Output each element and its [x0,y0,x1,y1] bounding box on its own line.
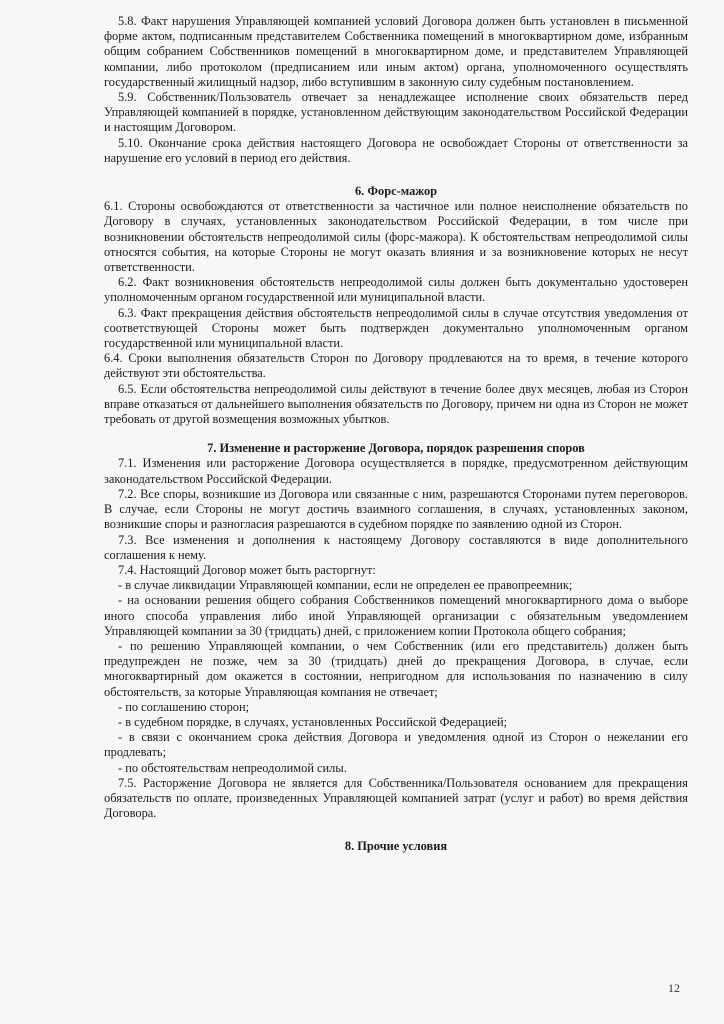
clause-6-4: 6.4. Сроки выполнения обязательств Сторон по Договору продлеваются на то время, в течение которого действуют эти обстоятельства. [104,351,688,381]
page-number: 12 [668,981,680,995]
clause-6-3: 6.3. Факт прекращения действия обстоятельств непреодолимой силы в случае отсутствия уведомления от соответствующей Стороны может быть подтвержден документально уполномоченным органом государственной или муниципальной власти. [104,305,688,351]
clause-6-1: 6.1. Стороны освобождаются от ответственности за частичное или полное неисполнение обязательств по Договору в случаях, установленных законодательством Российской Федерации, в том числе при возникновении обстоятельств непреодолимой силы (форс-мажора). К обстоятельствам непреодолимой силы относятся события, на которые Стороны не могут оказать влияния и за возникновение которых не несут ответственности. [104,199,688,275]
section-7-heading: 7. Изменение и расторжение Договора, порядок разрешения споров [207,441,585,456]
clause-7-1: 7.1. Изменения или расторжение Договора осуществляется в порядке, предусмотренном действующим законодательством Российской Федерации. [104,456,688,486]
clause-5-8: 5.8. Факт нарушения Управляющей компанией условий Договора должен быть установлен в письменной форме актом, подписанным представителем Собственника помещений в многоквартирном доме, избранным общим собранием Собственников помещений в многоквартирном доме, и представителем Управляющей компании, либо протоколом (предписанием или иным актом) органа, уполномоченного осуществлять государственный жилищный надзор, либо вступившим в законную силу судебным постановлением. [104,14,688,89]
section-6-heading: 6. Форс-мажор [354,184,438,199]
clause-7-5: 7.5. Расторжение Договора не является для Собственника/Пользователя основанием для прекращения обязательств по оплате, произведенных Управляющей компанией затрат (услуг и работ) во время действия Договора. [104,775,688,821]
termination-item: - в случае ликвидации Управляющей компании, если не определен ее правопреемник; [118,578,573,593]
clause-7-2: 7.2. Все споры, возникшие из Договора или связанные с ним, разрешаются Сторонами путем переговоров. В случае, если Стороны не могут достичь взаимного соглашения, в случаях, установленных законом, возникшие споры и разногласия разрешаются в судебном порядке по заявлению одной из Сторон. [104,486,688,532]
clause-5-10: 5.10. Окончание срока действия настоящего Договора не освобождает Стороны от ответственности за нарушение его условий в период его действия. [104,135,688,165]
termination-item: - по решению Управляющей компании, о чем Собственник (или его представитель) должен быть предупрежден не позже, чем за 30 (тридцать) дней до прекращения Договора, в случае, если многоквартирный дом окажется в состоянии, непригодном для использования по назначению в силу обстоятельств, за которые Управляющая компания не отвечает; [104,638,688,699]
termination-item: - на основании решения общего собрания Собственников помещений многоквартирного дома о выборе иного способа управления либо иной Управляющей организации с обязательным уведомлением Управляющей компании за 30 (тридцать) дней, с приложением копии Протокола общего собрания; [104,593,688,638]
termination-item: - по соглашению сторон; [118,699,250,714]
clause-6-5: 6.5. Если обстоятельства непреодолимой силы действуют в течение более двух месяцев, любая из Сторон вправе отказаться от дальнейшего выполнения обязательств по Договору, причем ни одна из Сторон не может требовать от другой возмещения возможных убытков. [104,381,688,427]
termination-item: - в связи с окончанием срока действия Договора и уведомления одной из Сторон о нежелании его продлевать; [104,730,688,760]
clause-6-2: 6.2. Факт возникновения обстоятельств непреодолимой силы должен быть документально удостоверен уполномоченным органом государственной или муниципальной власти. [104,275,688,305]
clause-7-3: 7.3. Все изменения и дополнения к настоящему Договору составляются в виде дополнительного соглашения к нему. [104,532,688,562]
section-8-heading: 8. Прочие условия [344,839,448,854]
termination-item: - по обстоятельствам непреодолимой силы. [118,760,347,775]
clause-5-9: 5.9. Собственник/Пользователь отвечает за ненадлежащее исполнение своих обязательств перед Управляющей компанией в порядке, установленном действующим законодательством Российской Федерации и настоящим Договором. [104,90,688,135]
termination-item: - в судебном порядке, в случаях, установленных Российской Федерацией; [118,714,508,729]
clause-7-4: 7.4. Настоящий Договор может быть расторгнут: [118,562,376,577]
